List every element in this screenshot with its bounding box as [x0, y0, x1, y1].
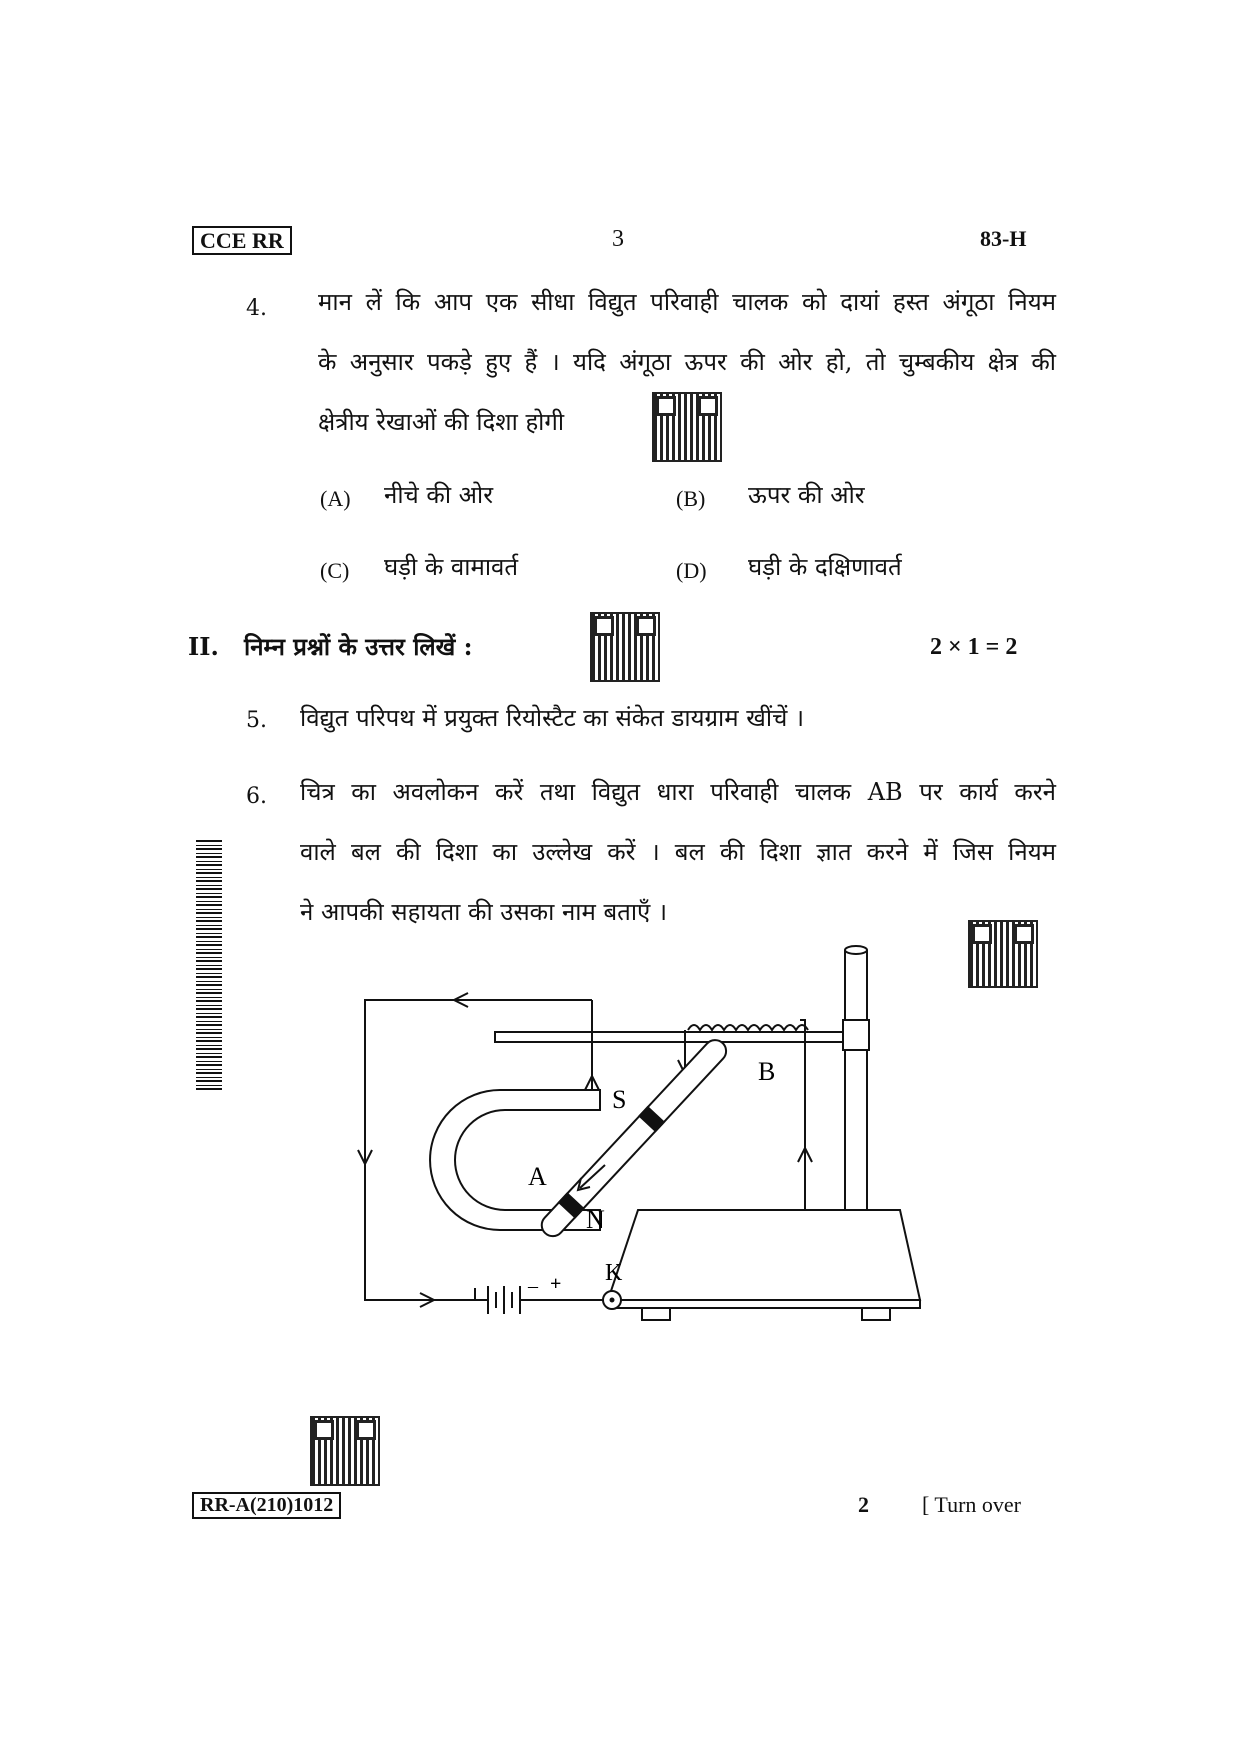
end-b-label: B: [758, 1057, 776, 1086]
q6-number: 6.: [246, 784, 267, 809]
q4-option-a-text: नीचे की ओर: [384, 481, 494, 509]
magnet-n-label: N: [586, 1205, 605, 1234]
q4-option-c-text: घड़ी के वामावर्त: [384, 553, 519, 581]
q4-option-d-label: (D): [676, 558, 707, 583]
q6-line-2: वाले बल की दिशा का उल्लेख करें । बल की दिशा ज्ञात करने में जिस नियम: [300, 838, 1056, 866]
header-code: CCE RR: [192, 226, 292, 255]
battery-minus-label: –: [528, 1275, 538, 1297]
header-paper-code: 83-H: [980, 226, 1027, 251]
q5-number: 5.: [246, 708, 267, 733]
q5-text: विद्युत परिपथ में प्रयुक्त रियोस्टैट का संकेत डायग्राम खींचें ।: [300, 704, 805, 732]
qr-code: [310, 1416, 380, 1486]
q4-line-2: के अनुसार पकड़े हुए हैं । यदि अंगूठा ऊपर की ओर हो, तो चुम्बकीय क्षेत्र की: [318, 348, 1056, 376]
q4-option-c-label: (C): [320, 558, 350, 583]
section-number: II.: [188, 632, 219, 661]
q6-line-1: चित्र का अवलोकन करें तथा विद्युत धारा परिवाही चालक AB पर कार्य करने: [300, 778, 1056, 806]
q4-line-1: मान लें कि आप एक सीधा विद्युत परिवाही चालक को दायां हस्त अंगूठा नियम: [318, 288, 1056, 316]
battery-plus-label: +: [550, 1273, 562, 1295]
turn-over-note: [ Turn over: [922, 1492, 1022, 1517]
q4-option-a-label: (A): [320, 486, 351, 511]
qr-code: [590, 612, 660, 682]
qr-code: [968, 920, 1038, 988]
section-marks: 2 × 1 = 2: [930, 634, 1018, 660]
side-barcode: [196, 838, 222, 1090]
q4-line-3: क्षेत्रीय रेखाओं की दिशा होगी: [318, 408, 565, 436]
q6-line-3: ने आपकी सहायता की उसका नाम बताएँ ।: [300, 898, 668, 926]
key-label: K: [605, 1260, 623, 1286]
q4-option-b-label: (B): [676, 486, 706, 511]
q4-option-d-text: घड़ी के दक्षिणावर्त: [748, 553, 902, 581]
q4-number: 4.: [246, 296, 267, 321]
section-title: निम्न प्रश्नों के उत्तर लिखें :: [244, 632, 473, 661]
magnet-s-label: S: [612, 1085, 627, 1114]
circuit-figure: [340, 930, 960, 1470]
q4-option-b-text: ऊपर की ओर: [748, 481, 865, 509]
footer-code: RR-A(210)1012: [192, 1492, 341, 1519]
end-a-label: A: [528, 1162, 547, 1191]
header-page-number: 3: [612, 226, 624, 252]
qr-code: [652, 392, 722, 462]
footer-page: 2: [858, 1492, 869, 1517]
